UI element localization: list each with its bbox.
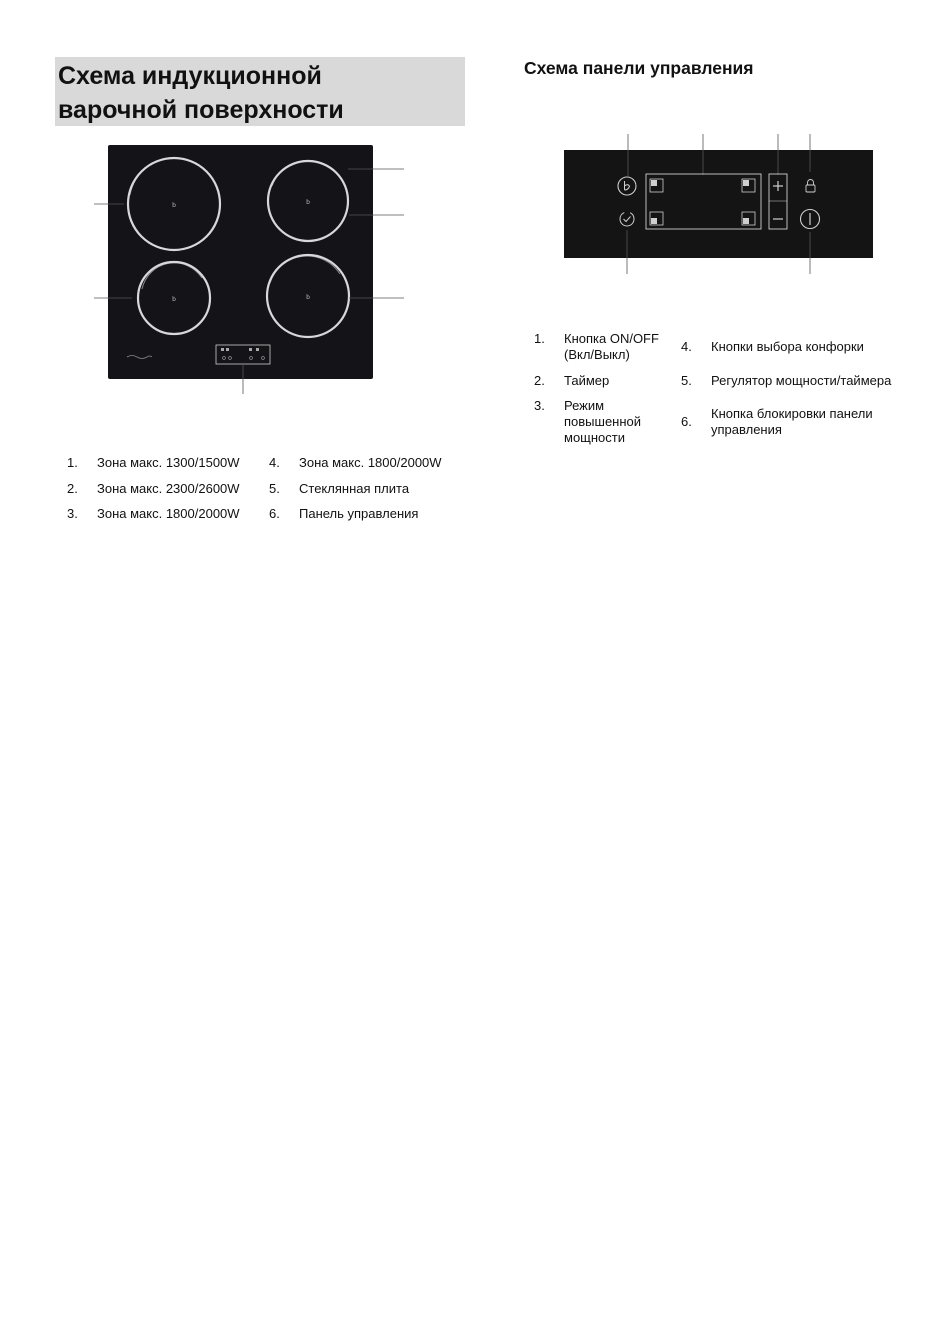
panel-title: Схема панели управления [524, 58, 754, 78]
legend-text: Таймер [564, 373, 610, 388]
hob-title-box [55, 57, 465, 126]
legend-num: 3. [534, 398, 545, 413]
table-row [67, 506, 459, 532]
hob-title-line2: варочной поверхности [58, 96, 344, 124]
table-row [67, 481, 459, 507]
legend-num: 2. [534, 373, 545, 388]
legend-num: 5. [269, 480, 280, 496]
legend-num: 6. [681, 414, 692, 429]
table-row [534, 373, 911, 398]
legend-text: Кнопки выбора конфорки [711, 339, 864, 354]
control-panel-diagram [560, 130, 878, 276]
legend-text: Зона макс. 1300/1500W [97, 455, 240, 470]
panel-legend [534, 331, 911, 446]
table-row [534, 331, 911, 373]
legend-num: 2. [67, 480, 78, 496]
legend-text: Зона макс. 1800/2000W [299, 455, 442, 470]
legend-text: Кнопка блокировки панели управления [711, 406, 873, 437]
legend-num: 1. [534, 331, 545, 346]
glass-plate [108, 145, 373, 379]
legend-text: Панель управления [299, 506, 419, 521]
legend-num: 4. [681, 339, 692, 354]
svg-text:b: b [306, 199, 310, 206]
svg-text:b: b [172, 202, 176, 209]
panel-strip [564, 150, 873, 258]
table-row [67, 455, 459, 481]
hob-title-line1: Схема индукционной [58, 62, 322, 90]
hob-diagram [90, 138, 420, 400]
legend-num: 6. [269, 506, 280, 521]
legend-text: Стеклянная плита [299, 480, 410, 496]
svg-text:b: b [172, 296, 176, 303]
legend-text: Зона макс. 2300/2600W [97, 480, 240, 496]
legend-num: 3. [67, 506, 78, 521]
legend-text: Регулятор мощности/таймера [711, 373, 892, 388]
legend-num: 1. [67, 455, 78, 470]
legend-text: Режим повышенной мощности [564, 398, 642, 445]
legend-num: 4. [269, 455, 280, 470]
hob-title [58, 59, 462, 127]
legend-text: Зона макс. 1800/2000W [97, 506, 240, 521]
svg-text:b: b [306, 294, 310, 301]
legend-num: 5. [681, 373, 692, 388]
hob-legend [67, 455, 459, 532]
table-row [534, 398, 911, 446]
legend-text: Кнопка ON/OFF (Вкл/Выкл) [564, 331, 659, 362]
